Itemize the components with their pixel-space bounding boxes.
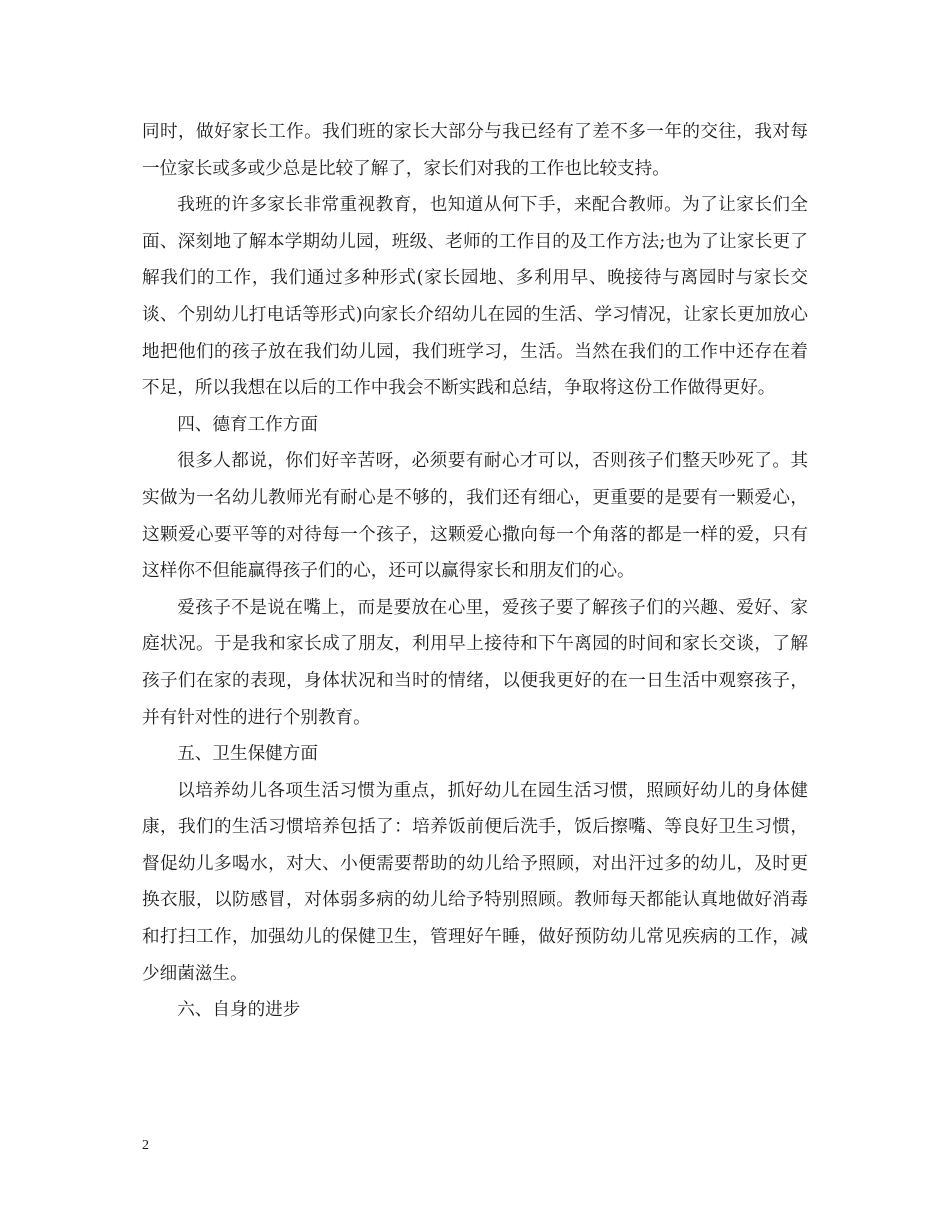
- paragraph-parent-work-continued: 同时，做好家长工作。我们班的家长大部分与我已经有了差不多一年的交往，我对每一位家长或多或少总是比较了解了，家长们对我的工作也比较支持。: [142, 122, 808, 179]
- section-heading-health-care: 五、卫生保健方面: [177, 744, 318, 765]
- paragraph-patience-and-love: 很多人都说，你们好辛苦呀，必须要有耐心才可以，否则孩子们整天吵死了。其实做为一名幼儿教师光有耐心是不够的，我们还有细心，更重要的是要有一颗爱心，这颗爱心要平等的对待每一个孩子，这颗爱心撒向每一个角落的都是一样的爱，只有这样你不但能赢得孩子们的心，还可以赢得家长和朋友们的心。: [142, 451, 808, 582]
- paragraph-parent-communication: 我班的许多家长非常重视教育，也知道从何下手，来配合教师。为了让家长们全面、深刻地了解本学期幼儿园，班级、老师的工作目的及工作方法;也为了让家长更了解我们的工作，我们通过多种形式(家长园地、多利用早、晚接待与离园时与家长交谈、个别幼儿打电话等形式)向家长介绍幼儿在园的生活、学习情况，让家长更加放心地把他们的孩子放在我们幼儿园，我们班学习，生活。当然在我们的工作中还存在着不足，所以我想在以后的工作中我会不断实践和总结，争取将这份工作做得更好。: [142, 195, 808, 399]
- page-number: 2: [142, 1138, 149, 1153]
- paragraph-love-children: 爱孩子不是说在嘴上，而是要放在心里，爱孩子要了解孩子们的兴趣、爱好、家庭状况。于是我和家长成了朋友，利用早上接待和下午离园的时间和家长交谈，了解孩子们在家的表现，身体状况和当时的情绪，以便我更好的在一日生活中观察孩子，并有针对性的进行个别教育。: [142, 597, 808, 728]
- section-heading-self-progress: 六、自身的进步: [177, 1000, 301, 1021]
- section-heading-moral-education: 四、德育工作方面: [177, 414, 318, 435]
- paragraph-hygiene-habits: 以培养幼儿各项生活习惯为重点，抓好幼儿在园生活习惯，照顾好幼儿的身体健康，我们的生活习惯培养包括了：培养饭前便后洗手，饭后擦嘴、等良好卫生习惯，督促幼儿多喝水，对大、小便需要帮助的幼儿给予照顾，对出汗过多的幼儿，及时更换衣服，以防感冒，对体弱多病的幼儿给予特别照顾。教师每天都能认真地做好消毒和打扫工作，加强幼儿的保健卫生，管理好午睡，做好预防幼儿常见疾病的工作，减少细菌滋生。: [142, 780, 808, 984]
- document-body: [142, 114, 808, 1029]
